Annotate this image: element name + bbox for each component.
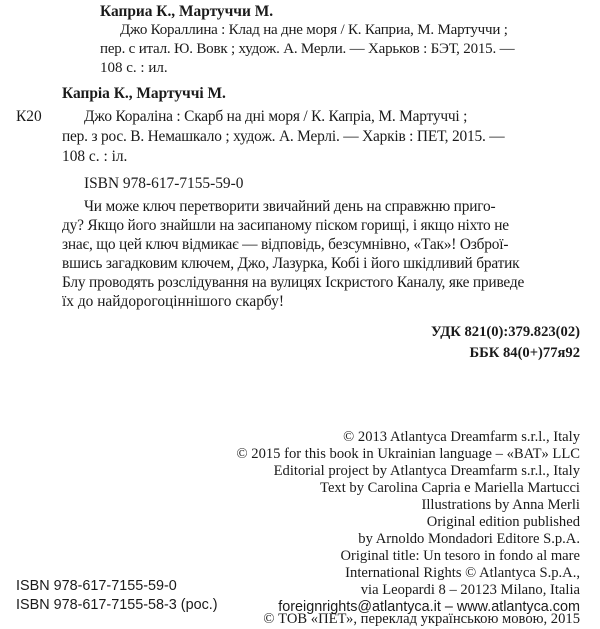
copyright-line: via Leopardi 8 – 20123 Milano, Italia (360, 582, 580, 598)
copyright-line: Text by Carolina Capria e Mariella Martucci (320, 480, 580, 496)
copyright-line: Original edition published (426, 514, 580, 530)
udk-code: УДК 821(0):379.823(02) (430, 324, 580, 340)
copyright-line: © 2015 for this book in Ukrainian language – «BAT» LLC (236, 446, 580, 462)
isbn-list-item: ISBN 978-617-7155-58-3 (рос.) (16, 597, 218, 613)
annotation-line: вшись загадковим ключем, Джо, Лазурка, Кобі і його шкідливий братик (62, 255, 520, 272)
annotation-line: їх до найдорогоціннішого скарбу! (62, 293, 284, 310)
annotation-line: ду? Якщо його знайшли на засипаному піском горищі, і якщо ніхто не (62, 217, 509, 234)
ru-record-line: пер. с итал. Ю. Вовк ; худож. А. Мерли. — Харьков : БЭТ, 2015. — (100, 41, 515, 57)
copyright-line: Editorial project by Atlantyca Dreamfarm s.r.l., Italy (273, 463, 580, 479)
ua-record-line: Джо Кораліна : Скарб на дні моря / К. Капріа, М. Мартуччі ; (84, 108, 468, 125)
ru-record-line: Джо Кораллина : Клад на дне моря / К. Каприа, М. Мартуччи ; (120, 22, 508, 38)
copyright-line: International Rights © Atlantyca S.p.A., (345, 565, 580, 581)
annotation-line: Чи може ключ перетворити звичайний день на справжню приго- (84, 198, 496, 215)
annotation-line: Блу проводять розслідування на вулицях Іскристого Каналу, яке приведе (62, 274, 525, 291)
copyright-line: foreignrights@atlantyca.it – www.atlantyca.com (278, 599, 580, 615)
ru-author-heading: Каприа К., Мартуччи М. (100, 3, 274, 20)
copyright-line: Original title: Un tesoro in fondo al mare (340, 548, 580, 564)
classification-index: К20 (16, 108, 42, 125)
isbn-list-item: ISBN 978-617-7155-59-0 (16, 578, 177, 594)
copyright-line: © ТОВ «ПЕТ», переклад українською мовою, 2015 (263, 611, 580, 627)
annotation-line: знає, що цей ключ відмикає — відповідь, безсумнівно, «Так»! Озброї- (62, 236, 509, 253)
copyright-line: by Arnoldo Mondadori Editore S.p.A. (358, 531, 580, 547)
copyright-line: © 2013 Atlantyca Dreamfarm s.r.l., Italy (343, 429, 580, 445)
ru-record-line: 108 с. : ил. (100, 60, 168, 76)
ua-author-heading: Капріа К., Мартуччі М. (62, 85, 226, 102)
ua-record-line: 108 с. : іл. (62, 148, 128, 165)
bbk-code: ББК 84(0+)77я92 (469, 345, 580, 361)
isbn: ISBN 978-617-7155-59-0 (84, 175, 244, 192)
ua-record-line: пер. з рос. В. Немашкало ; худож. А. Мерлі. — Харків : ПЕТ, 2015. — (62, 128, 505, 145)
copyright-line: Illustrations by Anna Merli (421, 497, 580, 513)
